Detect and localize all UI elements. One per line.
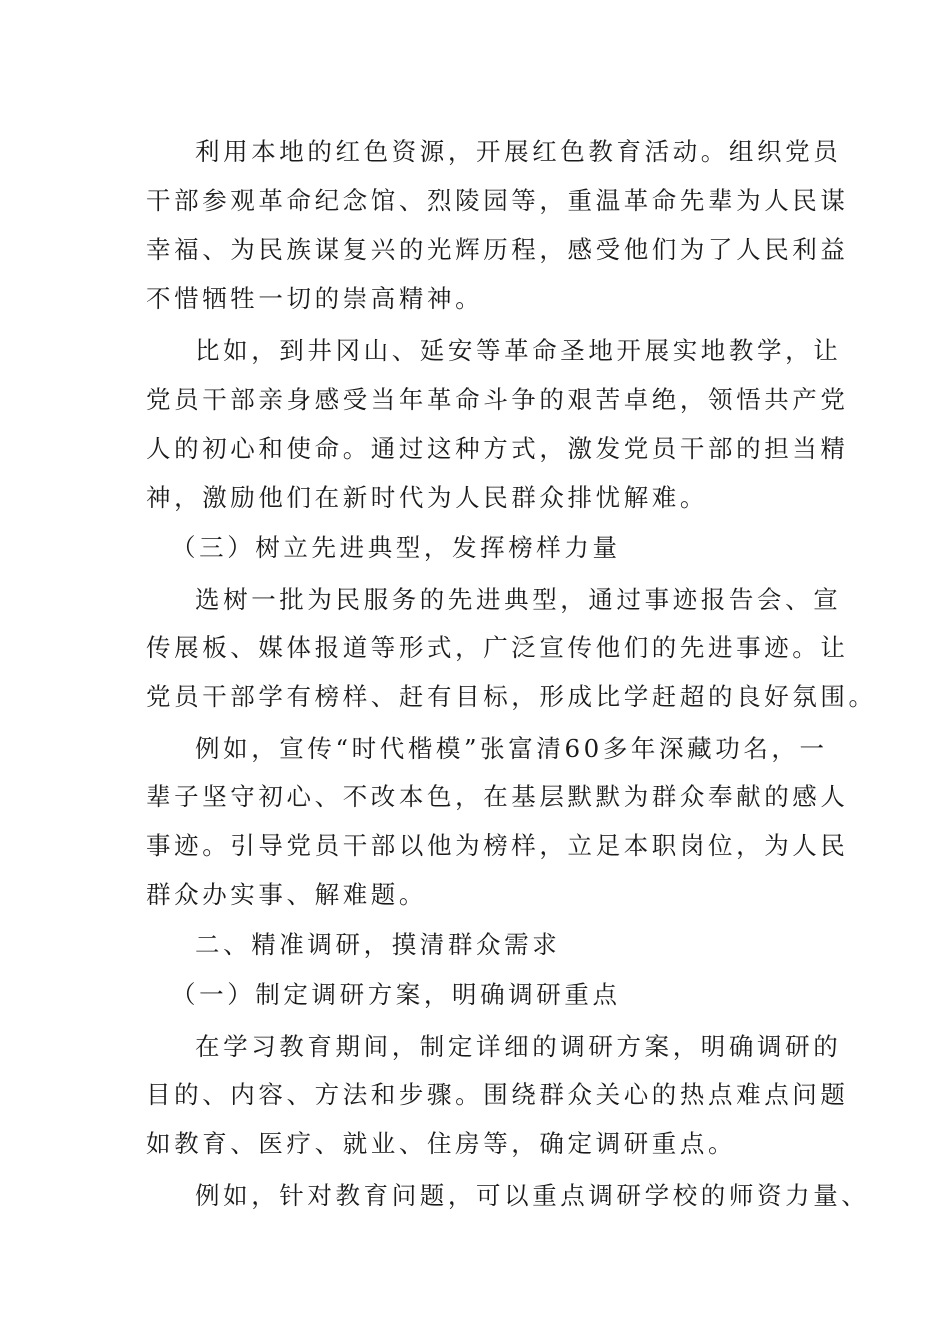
section-heading: （一）制定调研方案，明确调研重点 xyxy=(171,980,621,1009)
paragraph-line: 比如，到井冈山、延安等革命圣地开展实地教学，让 xyxy=(195,336,842,365)
section-heading: 二、精准调研，摸清群众需求 xyxy=(195,930,561,959)
paragraph-line: 传展板、媒体报道等形式，广泛宣传他们的先进事迹。让 xyxy=(146,633,849,662)
paragraph-line: 例如，宣传“时代楷模”张富清60多年深藏功名，一 xyxy=(195,734,828,763)
paragraph-line: 党员干部学有榜样、赶有目标，形成比学赶超的良好氛围。 xyxy=(146,682,877,711)
paragraph-line: 不惜牺牲一切的崇高精神。 xyxy=(146,284,484,313)
paragraph-line: 在学习教育期间，制定详细的调研方案，明确调研的 xyxy=(195,1032,842,1061)
paragraph-line: 幸福、为民族谋复兴的光辉历程，感受他们为了人民利益 xyxy=(146,235,849,264)
paragraph-line: 选树一批为民服务的先进典型，通过事迹报告会、宣 xyxy=(195,585,842,614)
paragraph-line: 辈子坚守初心、不改本色，在基层默默为群众奉献的感人 xyxy=(146,782,849,811)
paragraph-line: 干部参观革命纪念馆、烈陵园等，重温革命先辈为人民谋 xyxy=(146,186,849,215)
paragraph-line: 神，激励他们在新时代为人民群众排忧解难。 xyxy=(146,483,708,512)
paragraph-line: 利用本地的红色资源，开展红色教育活动。组织党员 xyxy=(195,137,842,166)
paragraph-line: 群众办实事、解难题。 xyxy=(146,880,427,909)
section-heading: （三）树立先进典型，发挥榜样力量 xyxy=(171,533,621,562)
paragraph-line: 党员干部亲身感受当年革命斗争的艰苦卓绝，领悟共产党 xyxy=(146,385,849,414)
paragraph-line: 人的初心和使命。通过这种方式，激发党员干部的担当精 xyxy=(146,434,849,463)
paragraph-line: 如教育、医疗、就业、住房等，确定调研重点。 xyxy=(146,1129,737,1158)
paragraph-line: 目的、内容、方法和步骤。围绕群众关心的热点难点问题 xyxy=(146,1080,849,1109)
paragraph-line: 例如，针对教育问题，可以重点调研学校的师资力量、 xyxy=(195,1181,870,1210)
paragraph-line: 事迹。引导党员干部以他为榜样，立足本职岗位，为人民 xyxy=(146,831,849,860)
